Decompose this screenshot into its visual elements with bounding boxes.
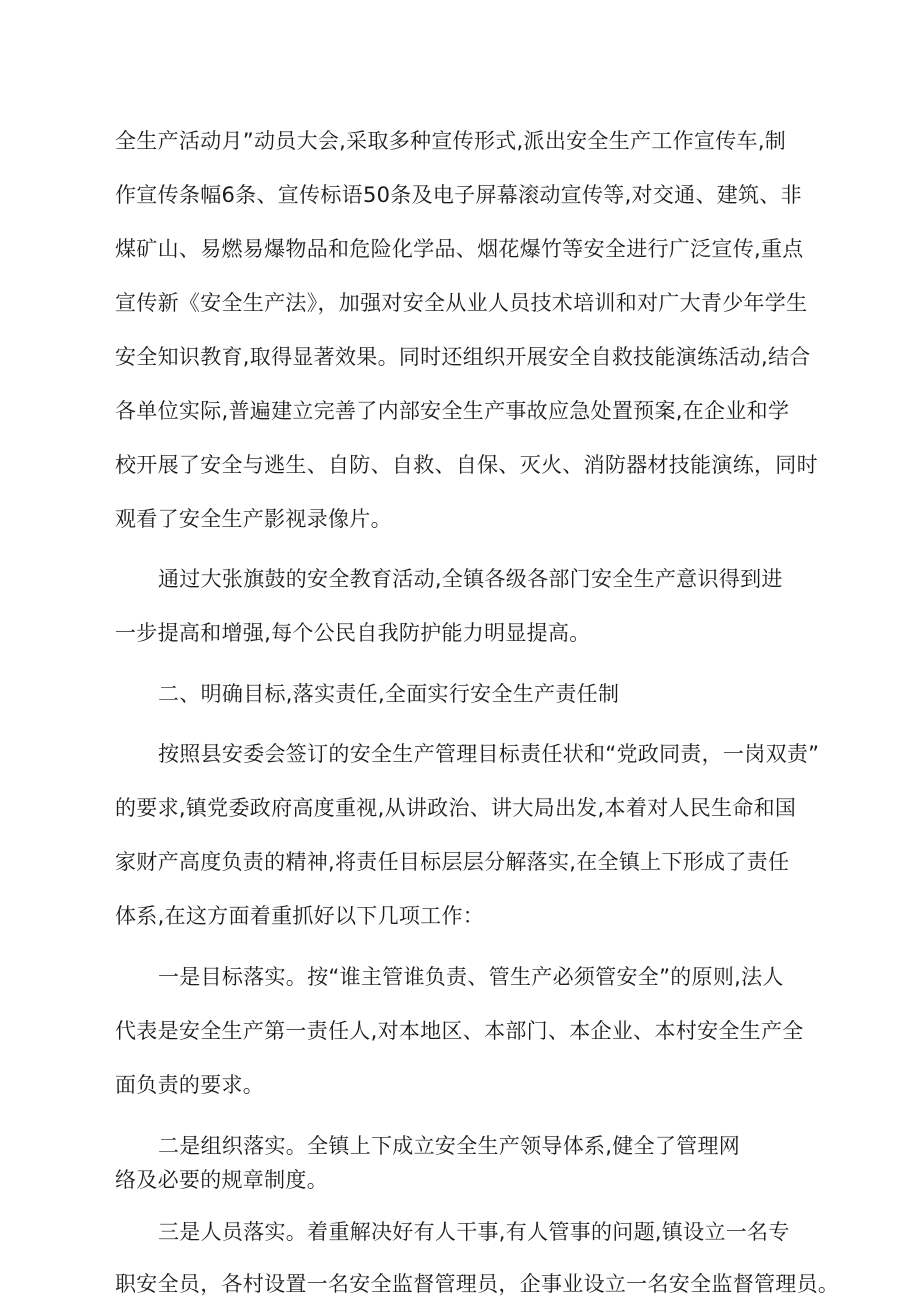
text-line: 宣传新《安全生产法》，加强对安全从业人员技术培训和对广大青少年学生: [115, 291, 808, 315]
text-line: 作宣传条幅6条、宣传标语50条及电子屏幕滚动宣传等,对交通、建筑、非: [115, 183, 802, 207]
text-line: 家财产高度负责的精神,将责任目标层层分解落实,在全镇上下形成了责任: [115, 850, 790, 874]
text-line: 按照县安委会签订的安全生产管理目标责任状和“党政同责，一岗双责”: [158, 742, 820, 766]
text-line: 一是目标落实。按“谁主管谁负责、管生产必须管安全”的原则,法人: [158, 965, 784, 989]
text-line: 络及必要的规章制度。: [115, 1168, 328, 1192]
text-line: 职安全员，各村设置一名安全监督管理员，企事业设立一名安全监督管理员。: [115, 1272, 840, 1296]
text-line: 全生产活动月”动员大会,采取多种宣传形式,派出安全生产工作宣传车,制: [115, 129, 787, 153]
text-line: 体系,在这方面着重抓好以下几项工作：: [115, 904, 485, 928]
text-line: 校开展了安全与逃生、自防、自救、自保、灭火、消防器材技能演练，同时: [115, 453, 818, 477]
text-line: 面负责的要求。: [115, 1073, 265, 1097]
text-line: 各单位实际,普遍建立完善了内部安全生产事故应急处置预案,在企业和学: [115, 399, 790, 423]
text-line: 观看了安全生产影视录像片。: [115, 507, 392, 531]
text-line: 代表是安全生产第一责任人,对本地区、本部门、本企业、本村安全生产全: [115, 1019, 804, 1043]
section-heading: 二、明确目标,落实责任,全面实行安全生产责任制: [158, 682, 620, 706]
text-line: 三是人员落实。着重解决好有人干事,有人管事的问题,镇设立一名专: [158, 1220, 790, 1244]
text-line: 二是组织落实。全镇上下成立安全生产领导体系,健全了管理网: [158, 1134, 741, 1158]
text-line: 的要求,镇党委政府高度重视,从讲政治、讲大局出发,本着对人民生命和国: [115, 796, 797, 820]
text-line: 煤矿山、易燃易爆物品和危险化学品、烟花爆竹等安全进行广泛宣传,重点: [115, 237, 804, 261]
text-line: 安全知识教育,取得显著效果。同时还组织开展安全自救技能演练活动,结合: [115, 345, 811, 369]
text-line: 通过大张旗鼓的安全教育活动,全镇各级各部门安全生产意识得到进: [158, 567, 783, 591]
text-line: 一步提高和增强,每个公民自我防护能力明显提高。: [115, 621, 591, 645]
